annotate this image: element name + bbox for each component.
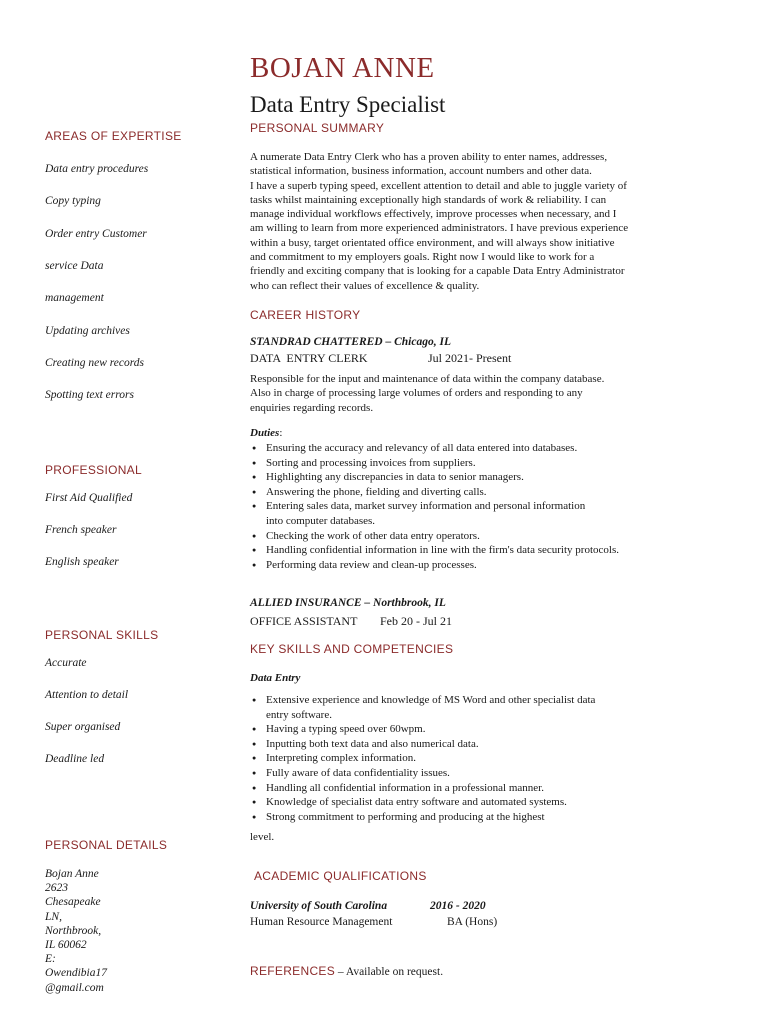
key-skill-item: ● Strong commitment to performing and producing at the highest — [250, 810, 720, 825]
duty-item: ● Highlighting any discrepancies in data to senior managers. — [250, 470, 720, 485]
details-line: E: — [45, 953, 56, 966]
key-skill-continuation: entry software. — [266, 708, 332, 721]
job1-desc-line: enquiries regarding records. — [250, 401, 374, 414]
duty-item: ● Performing data review and clean-up processes. — [250, 558, 720, 573]
summary-line: I have a superb typing speed, excellent attention to detail and able to juggle variety of — [250, 179, 627, 192]
duties-label — [250, 427, 282, 439]
summary-line: statistical information, business information, account numbers and other data. — [250, 165, 592, 178]
expertise-item: Creating new records — [45, 357, 145, 369]
duty-item: ● Ensuring the accuracy and relevancy of all data entered into databases. — [250, 441, 720, 456]
references-text: – Available on request. — [335, 966, 444, 978]
key-skills-subheading: Data Entry — [250, 672, 301, 684]
job2-company: ALLIED INSURANCE – Northbrook, IL — [250, 597, 446, 609]
expertise-heading: AREAS OF EXPERTISE — [45, 129, 182, 143]
details-line: Bojan Anne — [45, 868, 99, 880]
professional-item: French speaker — [45, 524, 117, 536]
duty-item: ● Handling confidential information in line with the firm's data security protocols. — [250, 543, 720, 558]
study-years: 2016 - 2020 — [430, 900, 486, 912]
details-line: Owendibia17 — [45, 967, 107, 980]
sidebar — [45, 0, 225, 1024]
personal-details-block — [45, 867, 107, 995]
details-line: Chesapeake — [45, 896, 101, 909]
details-line: @gmail.com — [45, 981, 104, 994]
key-skill-item: ● Interpreting complex information. — [250, 751, 720, 766]
key-skill-item: ● Inputting both text data and also numerical data. — [250, 737, 720, 752]
details-line: Northbrook, — [45, 924, 102, 937]
expertise-item: Order entry Customer — [45, 228, 147, 240]
references-heading: REFERENCES — [250, 964, 336, 978]
duty-item-continuation: into computer databases. — [266, 514, 376, 527]
expertise-item: Spotting text errors — [45, 389, 135, 401]
personal-skill-item: Super organised — [45, 721, 121, 733]
summary-line: A numerate Data Entry Clerk who has a proven ability to enter names, addresses, — [250, 151, 608, 163]
duty-item: ● Entering sales data, market survey information and personal information — [250, 499, 720, 514]
job2-dates: Feb 20 - Jul 21 — [380, 614, 452, 628]
expertise-item: management — [45, 292, 104, 304]
job2-role: OFFICE ASSISTANT — [250, 614, 358, 628]
key-skill-item: ● Fully aware of data confidentiality issues. — [250, 766, 720, 781]
job1-company: STANDRAD CHATTERED – Chicago, IL — [250, 336, 451, 348]
job1-role: DATA ENTRY CLERK — [250, 351, 368, 365]
key-skill-item: ● Knowledge of specialist data entry software and automated systems. — [250, 795, 720, 810]
professional-heading: PROFESSIONAL — [45, 463, 142, 477]
university-name: University of South Carolina — [250, 900, 388, 912]
personal-summary-text — [250, 150, 720, 293]
key-skills-heading: KEY SKILLS AND COMPETENCIES — [250, 642, 454, 656]
personal-skills-heading: PERSONAL SKILLS — [45, 628, 159, 642]
summary-line: and commitment to my employers goals. Right now I would like to work for a — [250, 251, 595, 264]
summary-line: friendly and exciting company that is looking for a capable Data Entry Administrator — [250, 265, 625, 278]
references-line — [250, 964, 443, 978]
course-name: Human Resource Management — [250, 916, 393, 928]
personal-skill-item: Accurate — [45, 657, 87, 669]
key-skills-list — [250, 693, 720, 824]
candidate-name: BOJAN ANNE — [250, 52, 435, 84]
duties-label-text: Duties — [250, 427, 280, 439]
career-history-heading: CAREER HISTORY — [250, 308, 361, 322]
personal-skill-item: Attention to detail — [45, 689, 129, 701]
duties-label-colon: : — [279, 427, 283, 439]
job-title: Data Entry Specialist — [250, 92, 446, 117]
job1-description — [250, 372, 720, 415]
summary-line: am willing to learn from more experienced administrators. I have previous experience — [250, 222, 629, 235]
details-line: IL 60062 — [45, 939, 87, 952]
summary-line: within a busy, target orientated office environment, and will always show initiative — [250, 236, 615, 249]
details-line: LN, — [45, 910, 62, 923]
summary-line: manage individual workflows effectively, improve processes when necessary, and I — [250, 208, 617, 221]
expertise-item: service Data — [45, 260, 104, 272]
key-skill-item: ● Handling all confidential information in a professional manner. — [250, 781, 720, 796]
expertise-item: Updating archives — [45, 325, 130, 337]
personal-details-heading: PERSONAL DETAILS — [45, 838, 168, 852]
job1-dates: Jul 2021- Present — [428, 351, 512, 365]
job1-desc-line: Also in charge of processing large volumes of orders and responding to any — [250, 387, 583, 400]
summary-line: who can reflect their values of excellence & quality. — [250, 279, 480, 292]
details-line: 2623 — [45, 882, 68, 895]
duties-list — [250, 441, 720, 572]
personal-summary-heading: PERSONAL SUMMARY — [250, 121, 385, 135]
expertise-item: Copy typing — [45, 195, 101, 207]
duty-item: ● Sorting and processing invoices from suppliers. — [250, 456, 720, 471]
degree: BA (Hons) — [447, 916, 498, 928]
expertise-item: Data entry procedures — [45, 163, 149, 175]
professional-item: First Aid Qualified — [45, 492, 133, 504]
duty-item: ● Checking the work of other data entry operators. — [250, 529, 720, 544]
professional-item: English speaker — [45, 556, 119, 568]
key-skill-item: ● Extensive experience and knowledge of MS Word and other specialist data — [250, 693, 720, 708]
summary-line: tasks whilst maintaining exceptionally high standards of work & reliability. I can — [250, 193, 607, 206]
personal-skill-item: Deadline led — [45, 753, 105, 765]
key-skill-item: ● Having a typing speed over 60wpm. — [250, 722, 720, 737]
key-skills-tail: level. — [250, 831, 275, 843]
job1-desc-line: Responsible for the input and maintenance of data within the company database. — [250, 373, 605, 385]
duty-item: ● Answering the phone, fielding and diverting calls. — [250, 485, 720, 500]
academic-heading: ACADEMIC QUALIFICATIONS — [254, 869, 427, 883]
